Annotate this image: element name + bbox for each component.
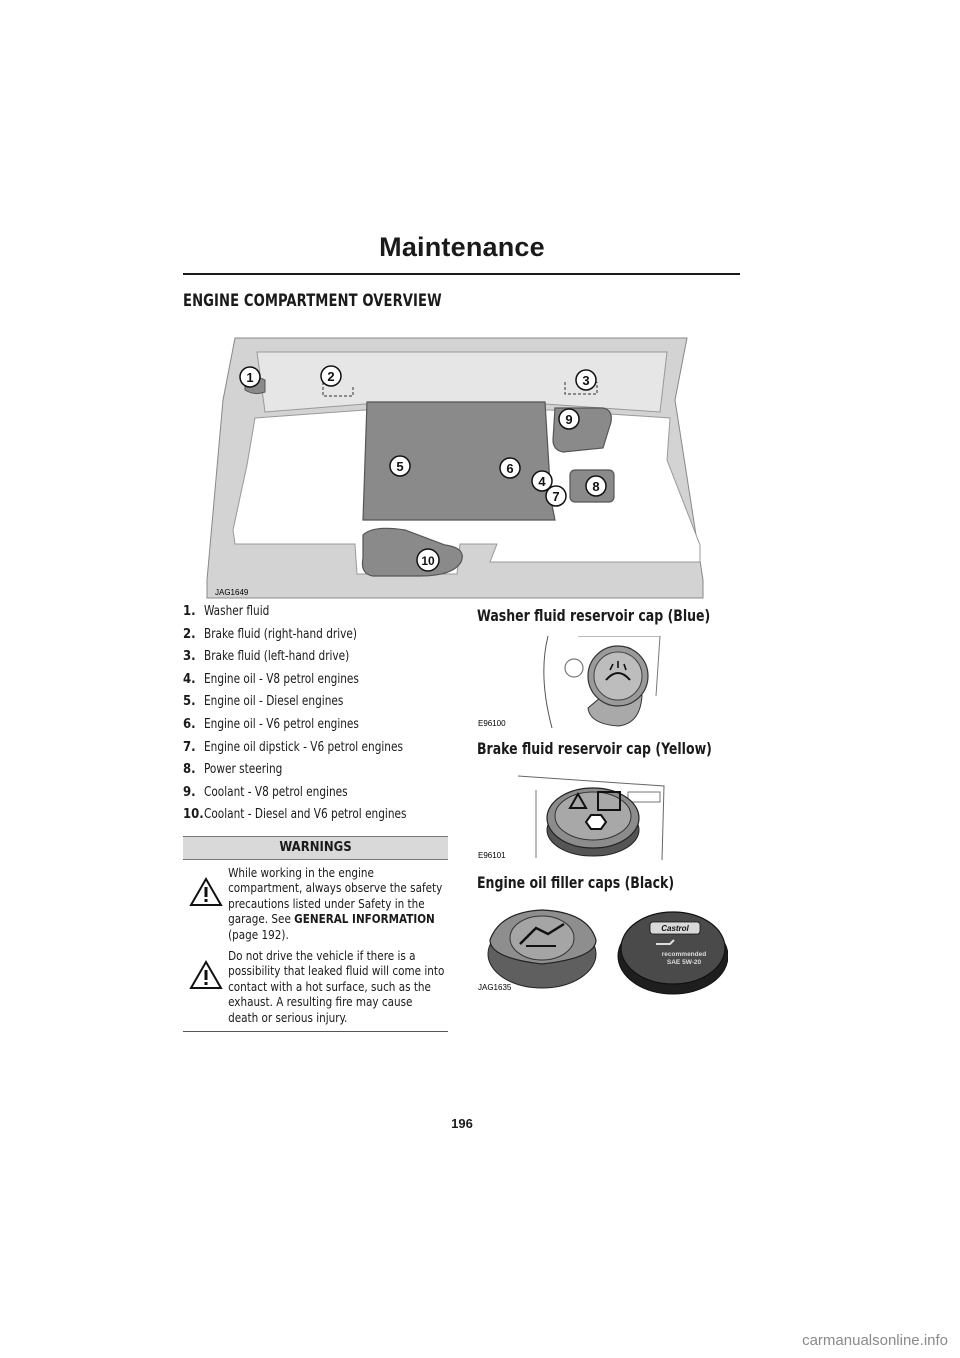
warning-1-reference: GENERAL INFORMATION (294, 911, 435, 927)
watermark: carmanualsonline.info (802, 1332, 948, 1349)
list-item: 1. Washer fluid (183, 604, 270, 619)
oil-cap-recommended: recommended (661, 951, 707, 958)
figure-code: JAG1649 (215, 588, 249, 597)
brake-figure-code: E96101 (478, 851, 506, 860)
callout-8 (586, 476, 606, 496)
list-item: 5. Engine oil - Diesel engines (183, 694, 344, 710)
component-list (183, 604, 453, 830)
page-number: 196 (451, 1116, 473, 1131)
list-item: 8. Power steering (183, 762, 283, 778)
warning-2-text: Do not drive the vehicle if there is a possibility that leaked fluid will come into contact with a hot surface, such as the exhaust. A resulting fire may cause death or serious injury. (228, 948, 445, 1025)
callout-10 (417, 549, 439, 571)
callout-5 (390, 456, 410, 476)
washer-cap-heading: Washer fluid reservoir cap (Blue) (477, 606, 711, 625)
brake-cap-heading: Brake fluid reservoir cap (Yellow) (477, 739, 712, 758)
callout-6 (500, 458, 520, 478)
list-item: 6. Engine oil - V6 petrol engines (183, 716, 359, 732)
section-heading: ENGINE COMPARTMENT OVERVIEW (183, 291, 442, 311)
castrol-logo-text: Castrol (661, 924, 689, 933)
warning-1-page: (page 192). (228, 926, 289, 942)
svg-text:4: 4 (538, 474, 546, 489)
svg-text:9: 9 (565, 412, 573, 427)
list-item: 10.Coolant - Diesel and V6 petrol engines (183, 807, 407, 823)
svg-text:3: 3 (582, 373, 590, 388)
svg-text:6: 6 (506, 461, 514, 476)
svg-text:7: 7 (552, 489, 560, 504)
callout-1 (240, 367, 260, 387)
engine-compartment-illustration (205, 330, 720, 600)
brake-cap-illustration (478, 770, 668, 862)
list-item: 2. Brake fluid (right-hand drive) (183, 626, 357, 642)
svg-text:1: 1 (246, 370, 254, 385)
warning-1-text: While working in the engine compartment, always observe the safety precautions listed under Safety in the garage. See (228, 865, 443, 927)
washer-cap-illustration (478, 636, 663, 728)
svg-text:10: 10 (421, 554, 435, 568)
svg-text:8: 8 (592, 479, 600, 494)
page-title: Maintenance (379, 232, 545, 262)
warnings-heading: WARNINGS (183, 836, 448, 860)
list-item: 7. Engine oil dipstick - V6 petrol engines (183, 739, 403, 755)
oil-caps-illustration (478, 904, 728, 996)
warning-item-2 (183, 948, 448, 1025)
callout-2 (321, 366, 341, 386)
washer-figure-code: E96100 (478, 719, 506, 728)
oil-figure-code: JAG1635 (478, 983, 512, 992)
title-rule (183, 273, 740, 275)
list-item: 4. Engine oil - V8 petrol engines (183, 671, 359, 687)
callout-7 (546, 486, 566, 506)
callout-9 (559, 409, 579, 429)
svg-text:2: 2 (327, 369, 335, 384)
list-item: 3. Brake fluid (left-hand drive) (183, 649, 350, 665)
warnings-box (183, 836, 448, 1032)
list-item: 9. Coolant - V8 petrol engines (183, 784, 348, 800)
svg-text:5: 5 (396, 459, 404, 474)
callout-3 (576, 370, 596, 390)
oil-cap-grade: SAE 5W-20 (666, 959, 702, 966)
oil-cap-heading: Engine oil filler caps (Black) (477, 873, 675, 892)
warning-item-1 (183, 865, 448, 942)
